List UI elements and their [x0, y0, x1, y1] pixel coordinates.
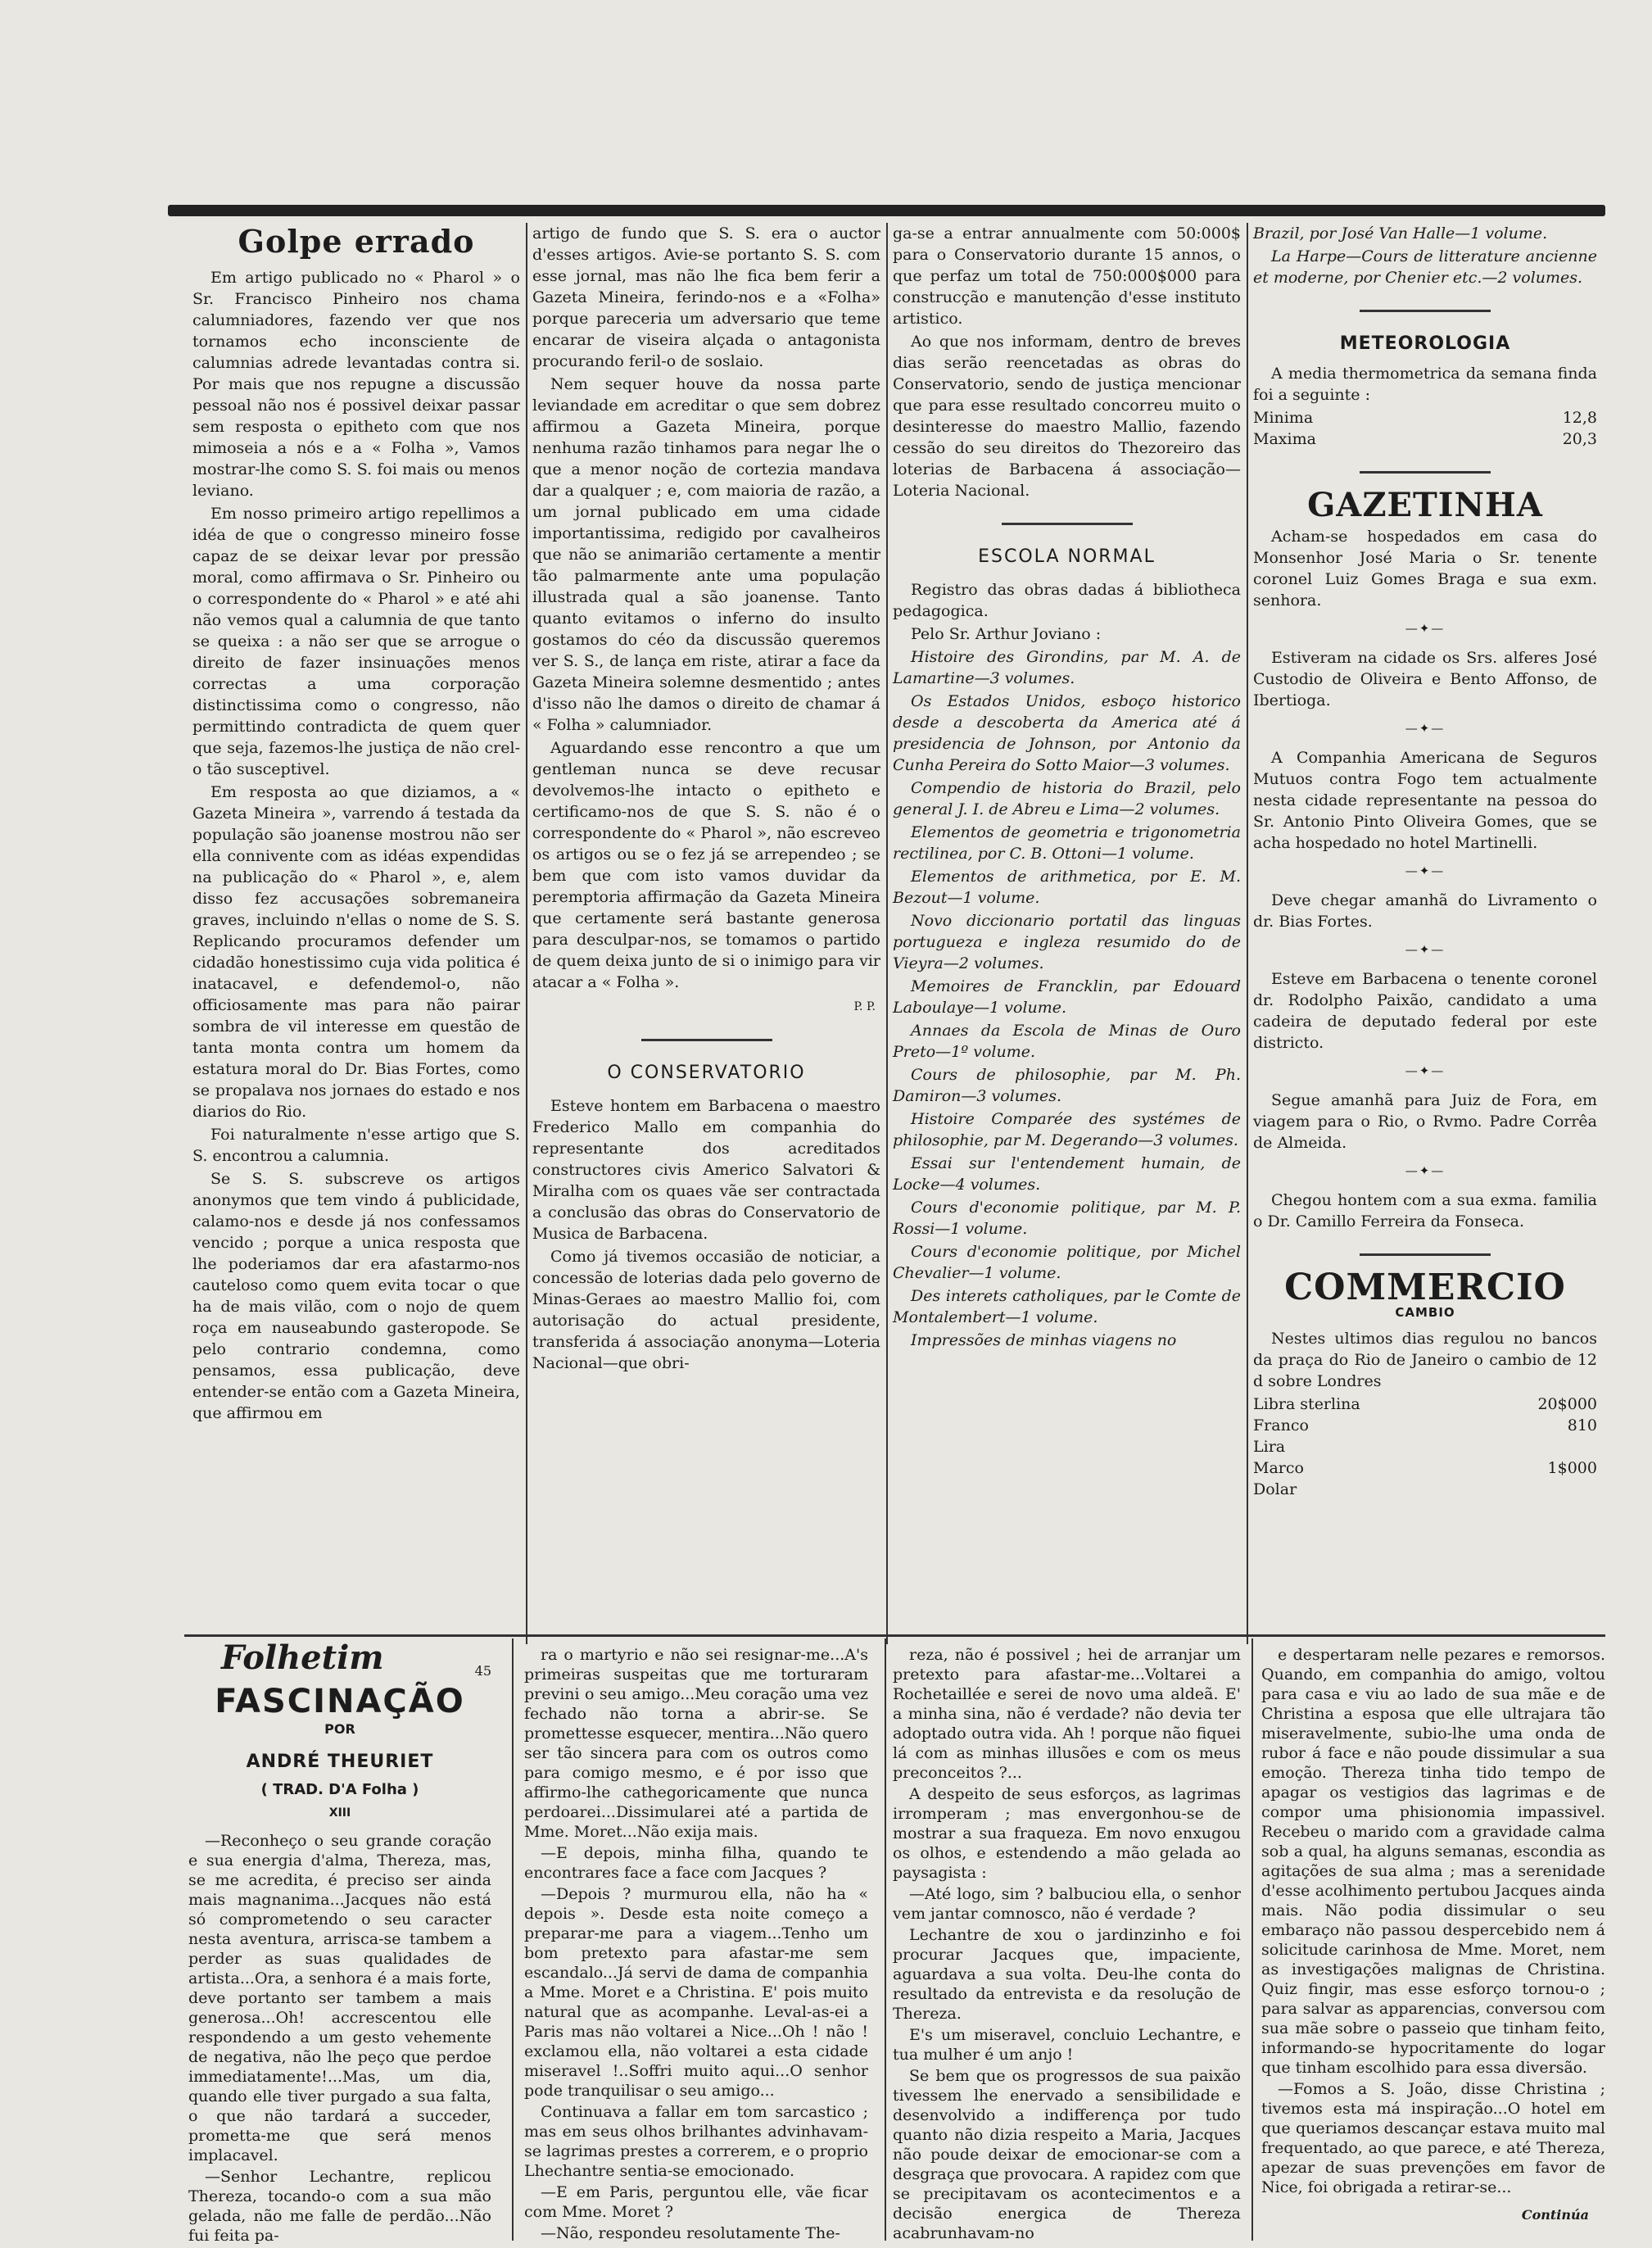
currency-value: 1$000: [1547, 1459, 1597, 1477]
paragraph: A despeito de seus esforços, as lagrimas irromperam ; mas envergonhou-se de mostrar a sua fraqueza. Em novo enxugou os olhos, e estendendo a mão gelada ao paysagista :: [893, 1785, 1241, 1882]
section-rule: [1360, 471, 1491, 474]
currency-value: 20$000: [1537, 1395, 1597, 1413]
folhetim-column: [188, 1638, 491, 2245]
paragraph: Foi naturalmente n'esse artigo que S. S. encontrou a calumnia.: [192, 1126, 520, 1165]
currency-label: Franco: [1253, 1416, 1309, 1434]
section-rule: [1002, 523, 1133, 525]
section-rule: [1360, 310, 1491, 312]
exchange-row: [1253, 1479, 1597, 1500]
book-entry: Des interets catholiques, par le Comte de Montalembert—1 volume.: [893, 1287, 1241, 1326]
column-three: [893, 223, 1241, 1632]
column-four: [1253, 223, 1597, 1632]
folhetim-column: [524, 1645, 868, 2242]
paragraph: ga-se a entrar annualmente com 50:000$ para o Conservatorio durante 15 annos, o que perfaz um total de 750:000$000 para construcção e manutenção d'esse instituto artistico.: [893, 224, 1241, 328]
paragraph: —E em Paris, perguntou elle, vãe ficar com Mme. Moret ?: [524, 2183, 868, 2221]
paragraph: —Não, respondeu resolutamente The-: [541, 2224, 840, 2242]
meteo-label: Maxima: [1253, 430, 1316, 448]
paragraph: Se S. S. subscreve os artigos anonymos que tem vindo á publicidade, calamo-nos e desde já nos confessamos vencido ; porque a unica resposta que lhe poderiamos dar era afastarmo-nos cauteloso como quem evita tocar o que ha de mais vilão, com o nojo de quem roça em nauseabundo gasteropode. Se pelo contrario condemna, como pensamos, essa publicação, deve entender-se então com a Gazeta Mineira, que affirmou em: [192, 1170, 520, 1422]
book-entry: Novo diccionario portatil das linguas portugueza e ingleza resumido do de Vieyra—2 volumes.: [893, 912, 1241, 972]
book-entry: Os Estados Unidos, esboço historico desde a descoberta da America até á presidencia de Johnson, por Antonio da Cunha Pereira do Sotto Maior—3 volumes.: [893, 692, 1241, 774]
column-divider: [1251, 1638, 1253, 2241]
book-entry: Elementos de geometria e trigonometria rectilinea, por C. B. Ottoni—1 volume.: [893, 823, 1241, 863]
subsection-title: CAMBIO: [1395, 1305, 1455, 1320]
exchange-row: [1253, 1415, 1597, 1436]
section-title: ESCOLA NORMAL: [978, 546, 1156, 567]
continued-label: Continúa: [1521, 2207, 1589, 2223]
signature: P. P.: [853, 1000, 876, 1013]
exchange-row: [1253, 1394, 1597, 1415]
paragraph: —Depois ? murmurou ella, não ha « depois ». Desde esta noite começo a preparar-me para a viagem...Tenho um bom pretexto para afastar-me sem escandalo...Já servi de dama de companhia a Mme. Moret e a Christina. E' pois muito natural que as acompanhe. Leval-as-ei a Paris mas não voltarei a Nice...Oh ! não ! exclamou ella, não voltarei a esta cidade miseravel !..Soffri muito aqui...O senhor pode tranquilisar o seu amigo...: [524, 1885, 868, 2100]
folhetim-header: [188, 1638, 491, 1679]
paragraph: Continuava a fallar em tom sarcastico ; mas em seus olhos brilhantes advinhavam-se lagrimas prestes a correrem, e o proprio Lhechantre sentia-se emocionado.: [524, 2103, 868, 2180]
column-two: [532, 223, 880, 1632]
section-title: COMMERCIO: [1284, 1267, 1566, 1308]
column-divider: [885, 1638, 886, 2241]
book-entry: Cours d'economie politique, par M. P. Rossi—1 volume.: [893, 1199, 1241, 1238]
exchange-row: [1253, 1457, 1597, 1479]
book-entry: La Harpe—Cours de litterature ancienne et moderne, por Chenier etc.—2 volumes.: [1253, 247, 1597, 287]
book-entry: Histoire des Girondins, par M. A. de Lamartine—3 volumes.: [893, 648, 1241, 687]
currency-label: Dolar: [1253, 1480, 1297, 1498]
paragraph: Aguardando esse rencontro a que um gentleman nunca se deve recusar devolvemos-lhe intacto o epitheto e certificamo-nos de que S. S. não é o correspondente do « Pharol », não escreveo os artigos ou se o fez já se arrependeo ; se bem que com isto vamos duvidar da peremptoria affirmação da Gazeta Mineira que certamente será bastante generosa para desculpar-nos, se tomamos o partido de quem deixa junto de si o inimigo para vir atacar a « Folha ».: [532, 739, 880, 991]
byline-por: POR: [324, 1721, 355, 1737]
currency-value: 810: [1567, 1416, 1597, 1434]
paragraph: Em nosso primeiro artigo repellimos a idéa de que o congresso mineiro fosse capaz de se deixar levar por pressão moral, como affirmava o Sr. Pinheiro ou o correspondente do « Pharol » e até ahi não vemos qual a calumnia de que tanto se queixa : a não ser que se arrogue o direito de fazer insinuações menos correctas a uma corporação distinctissima como o congresso, não permittindo contradicta de quem quer que seja, fazemos-lhe justiça de não crel-o tão susceptivel.: [192, 505, 520, 778]
paragraph: Esteve hontem em Barbacena o maestro Frederico Mallo em companhia do representante dos acreditados constructores civis Americo Salvatori & Miralha com os quaes vãe ser contractada a conclusão das obras do Conservatorio de Musica de Barbacena.: [532, 1097, 880, 1243]
folhetim-column: [893, 1645, 1241, 2242]
paragraph: —Até logo, sim ? balbuciou ella, o senhor vem jantar comnosco, não é verdade ?: [893, 1885, 1241, 1923]
paragraph: Se bem que os progressos de sua paixão tivessem lhe enervado a sensibilidade e desenvolvido a indifferença por tudo quanto não dizia respeito a Maria, Jacques não poude deixar de emocionar-se com a desgraça que provocara. A rapidez com que se precipitavam os acontecimentos e a decisão energica de Thereza acabrunhavam-no: [893, 2067, 1241, 2242]
news-item: Deve chegar amanhã do Livramento o dr. Bias Fortes.: [1253, 891, 1597, 931]
folhetim-title: Folhetim: [221, 1638, 384, 1677]
book-entry: Annaes da Escola de Minas de Ouro Preto—1º volume.: [893, 1022, 1241, 1061]
paragraph: e despertaram nelle pezares e remorsos. Quando, em companhia do amigo, voltou para casa e viu ao lado de sua mãe e de Christina a esposa que elle ultrajara tão miseravelmente, subio-lhe uma onda de rubor á face e não poude dissimular a sua emoção. Thereza tinha tido tempo de apagar os vestigios das lagrimas e de compor uma phisionomia impassivel. Recebeu o marido com a gravidade calma sob a qual, ha alguns semanas, escondia as agitações de sua alma ; mas a serenidade d'esse acolhimento pertubou Jacques ainda mais. Não podia dissimular o seu embaraço não passou despercebido nem á solicitude carinhosa de Mme. Moret, nem as investigações malignas de Christina. Quiz fingir, mas esse esforço tornou-o ; para salvar as apparencias, conversou com sua mãe sobre o passeio que tinham feito, informando-se hypocritamente do logar que tinham escolhido para essa diversão.: [1261, 1646, 1605, 2077]
folhetim-column: [1261, 1645, 1605, 2235]
book-entry: Cours d'economie politique, por Michel Chevalier—1 volume.: [893, 1243, 1241, 1282]
currency-label: Marco: [1253, 1459, 1304, 1477]
paragraph: ra o martyrio e não sei resignar-me...A's primeiras suspeitas que me torturaram previni o seu amigo...Meu coração uma vez fechado não torna a abrir-se. Se promettesse esquecer, mentira...Não quero ser tão sincera para com os outros como para comigo mesmo, e é por isso que affirmo-lhe cathegoricamente que nunca perdoarei...Dissimularei até a partida de Mme. Moret...Não exija mais.: [524, 1646, 868, 1841]
news-item: Chegou hontem com a sua exma. familia o Dr. Camillo Ferreira da Fonseca.: [1253, 1191, 1597, 1231]
book-entry: Elementos de arithmetica, por E. M. Bezout—1 volume.: [893, 868, 1241, 907]
paragraph: —E depois, minha filha, quando te encontrares face a face com Jacques ?: [524, 1844, 868, 1882]
book-entry: Histoire Comparée des systémes de philosophie, par M. Degerando—3 volumes.: [893, 1110, 1241, 1149]
news-item: Segue amanhã para Juiz de Fora, em viagem para o Rio, o Rvmo. Padre Corrêa de Almeida.: [1253, 1091, 1597, 1152]
book-entry: Cours de philosophie, par M. Ph. Damiron—3 volumes.: [893, 1066, 1241, 1105]
section-title: O CONSERVATORIO: [607, 1063, 806, 1083]
separator-ornament: —✦—: [1405, 942, 1446, 957]
paragraph: Lechantre de xou o jardinzinho e foi procurar Jacques que, impaciente, aguardava a sua volta. Deu-lhe conta do resultado da entrevista e da resolução de Thereza.: [893, 1926, 1241, 2023]
novel-author: ANDRÉ THEURIET: [246, 1752, 434, 1772]
paragraph: —Reconheço o seu grande coração e sua energia d'alma, Thereza, mas, se me acredita, é preciso ser ainda mais magnanima...Jacques não está só comprometendo o seu caracter nesta aventura, arrisca-se tambem a perder as suas qualidades de artista...Ora, a senhora é a mais forte, deve portanto ser tambem a mais generosa...Oh! accrescentou elle respondendo a um gesto vehemente de negativa, não lhe peço que perdoe immediatamente!...Mas, um dia, quando elle tiver purgado a sua falta, o que não tardará a succeder, prometta-me que será menos implacavel.: [188, 1832, 491, 2164]
paragraph: Como já tivemos occasião de noticiar, a concessão de loterias dada pelo governo de Minas-Geraes ao maestro Mallio foi, com autorisação do actual presidente, transferida á associação anonyma—Loteria Nacional—que obri-: [532, 1248, 880, 1372]
episode-number: 45: [474, 1663, 491, 1679]
exchange-row: [1253, 1436, 1597, 1457]
paragraph: artigo de fundo que S. S. era o auctor d'esses artigos. Avie-se portanto S. S. com esse jornal, mas não lhe fica bem ferir a Gazeta Mineira, ferindo-nos e a «Folha» porque pareceria um adversario que teme encarar de viseira alçada o antagonista procurando feril-o de soslaio.: [532, 224, 880, 370]
separator-ornament: —✦—: [1405, 621, 1446, 636]
paragraph: —Fomos a S. João, disse Christina ; tivemos esta má inspiração...O hotel em que queriamos descançar estava muito mal frequentado, ao que parece, e até Thereza, apezar de suas prevenções em favor de Nice, foi obrigada a retirar-se...: [1261, 2080, 1605, 2196]
currency-label: Lira: [1253, 1438, 1286, 1456]
paragraph: E's um miseravel, concluio Lechantre, e tua mulher é um anjo !: [893, 2026, 1241, 2064]
separator-ornament: —✦—: [1405, 721, 1446, 736]
separator-ornament: —✦—: [1405, 863, 1446, 878]
paragraph: reza, não é possivel ; hei de arranjar um pretexto para afastar-me...Voltarei a Rochetaillée e serei de novo uma aldeã. E' a minha sina, não é verdade? não devia ter adoptado outra vida. Ah ! porque não fiquei lá com as minhas illusões e com os meus preconceitos ?...: [893, 1646, 1241, 1782]
section-rule: [641, 1039, 772, 1041]
meteo-row: [1253, 428, 1597, 450]
book-entry: Brazil, por José Van Halle—1 volume.: [1253, 224, 1548, 242]
meteo-value: 12,8: [1562, 409, 1597, 427]
folhetim-rule: [184, 1634, 1605, 1637]
top-rule: [168, 205, 1605, 216]
paragraph: Nem sequer houve da nossa parte leviandade em acreditar o que sem dobrez affirmou a Gazeta Mineira, porque nenhuma razão tinhamos para negar lhe o que a menor noção de cortezia mandava dar a qualquer ; e, com maioria de razão, a um jornal publicado em uma cidade importantissima, redigido por cavalheiros que não se animarião certamente a mentir tão palmarmente ante uma população illustrada qual a são joanense. Tanto quanto evitamos o inferno do insulto gostamos do céo da discussão queremos ver S. S., de lança em riste, atirar a face da Gazeta Mineira solemne desmentido ; antes d'isso não lhe damos o direito de chamar á « Folha » calumniador.: [532, 375, 880, 734]
section-title: GAZETINHA: [1307, 486, 1543, 524]
paragraph: Em resposta ao que diziamos, a « Gazeta Mineira », varrendo á testada da população são joanense mostrou não ser ella connivente com as idéas expendidas na publicação do « Pharol », e, alem disso fez accusações sobremaneira graves, incluindo n'ellas o nome de S. S. Replicando procuramos defender um cidadão honestissimo cuja vida politica é inatacavel, e defendemol-o, não officiosamente mas para não pairar sombra de vil interesse em questão de tanta monta contra um homem da estatura moral do Dr. Bias Fortes, como se propalava nos jornaes do estado e nos diarios do Rio.: [192, 783, 520, 1121]
paragraph: Pelo Sr. Arthur Joviano :: [911, 625, 1102, 643]
news-item: Acham-se hospedados em casa do Monsenhor José Maria o Sr. tenente coronel Luiz Gomes Braga e sua exm. senhora.: [1253, 528, 1597, 610]
book-entry: Impressões de minhas viagens no: [911, 1331, 1177, 1349]
book-entry: Compendio de historia do Brazil, pelo general J. I. de Abreu e Lima—2 volumes.: [893, 779, 1241, 818]
currency-label: Libra sterlina: [1253, 1395, 1360, 1413]
novel-title: FASCINAÇÃO: [215, 1683, 465, 1720]
meteo-row: [1253, 407, 1597, 428]
translation-credit: ( TRAD. D'A Folha ): [260, 1781, 419, 1798]
column-golpe-errado: [192, 223, 520, 1632]
article-title: Golpe errado: [238, 223, 475, 260]
chapter-number: XIII: [328, 1806, 351, 1820]
separator-ornament: —✦—: [1405, 1063, 1446, 1078]
section-rule: [1360, 1253, 1491, 1256]
meteo-label: Minima: [1253, 409, 1314, 427]
paragraph: Registro das obras dadas á bibliotheca pedagogica.: [893, 581, 1241, 620]
book-entry: Memoires de Francklin, par Edouard Laboulaye—1 volume.: [893, 977, 1241, 1017]
meteo-value: 20,3: [1562, 430, 1597, 448]
column-divider: [886, 223, 888, 1644]
column-divider: [1247, 223, 1248, 1644]
news-item: Estiveram na cidade os Srs. alferes José Custodio de Oliveira e Bento Affonso, de Ibertioga.: [1253, 649, 1597, 709]
news-item: A Companhia Americana de Seguros Mutuos contra Fogo tem actualmente nesta cidade representante na pessoa do Sr. Antonio Pinto Oliveira Gomes, que se acha hospedado no hotel Martinelli.: [1253, 749, 1597, 852]
paragraph: Ao que nos informam, dentro de breves dias serão reencetadas as obras do Conservatorio, sendo de justiça mencionar que para esse resultado concorreu muito o desinteresse do maestro Mallio, fazendo cessão do seu direitos do Thezoreiro das loterias de Barbacena á associação—Loteria Nacional.: [893, 333, 1241, 500]
paragraph: —Senhor Lechantre, replicou Thereza, tocando-o com a sua mão gelada, não me falle de perdão...Não fui feita pa-: [188, 2168, 491, 2245]
column-divider: [512, 1638, 514, 2241]
book-entry: Essai sur l'entendement humain, de Locke—4 volumes.: [893, 1154, 1241, 1194]
news-item: Esteve em Barbacena o tenente coronel dr. Rodolpho Paixão, candidato a uma cadeira de deputado federal por este districto.: [1253, 970, 1597, 1052]
column-divider: [526, 223, 527, 1644]
section-title: METEOROLOGIA: [1339, 333, 1511, 354]
paragraph: Nestes ultimos dias regulou no bancos da praça do Rio de Janeiro o cambio de 12 d sobre Londres: [1253, 1330, 1597, 1390]
paragraph: A media thermometrica da semana finda foi a seguinte :: [1253, 365, 1597, 404]
separator-ornament: —✦—: [1405, 1163, 1446, 1178]
paragraph: Em artigo publicado no « Pharol » o Sr. Francisco Pinheiro nos chama calumniadores, fazendo ver que nos tornamos echo inconsciente de calumnias adrede levantadas contra si. Por mais que nos repugne a discussão pessoal não nos é possivel deixar passar sem resposta o epitheto com que nos mimoseia a nós e a « Folha », Vamos mostrar-lhe como S. S. foi mais ou menos leviano.: [192, 269, 520, 500]
